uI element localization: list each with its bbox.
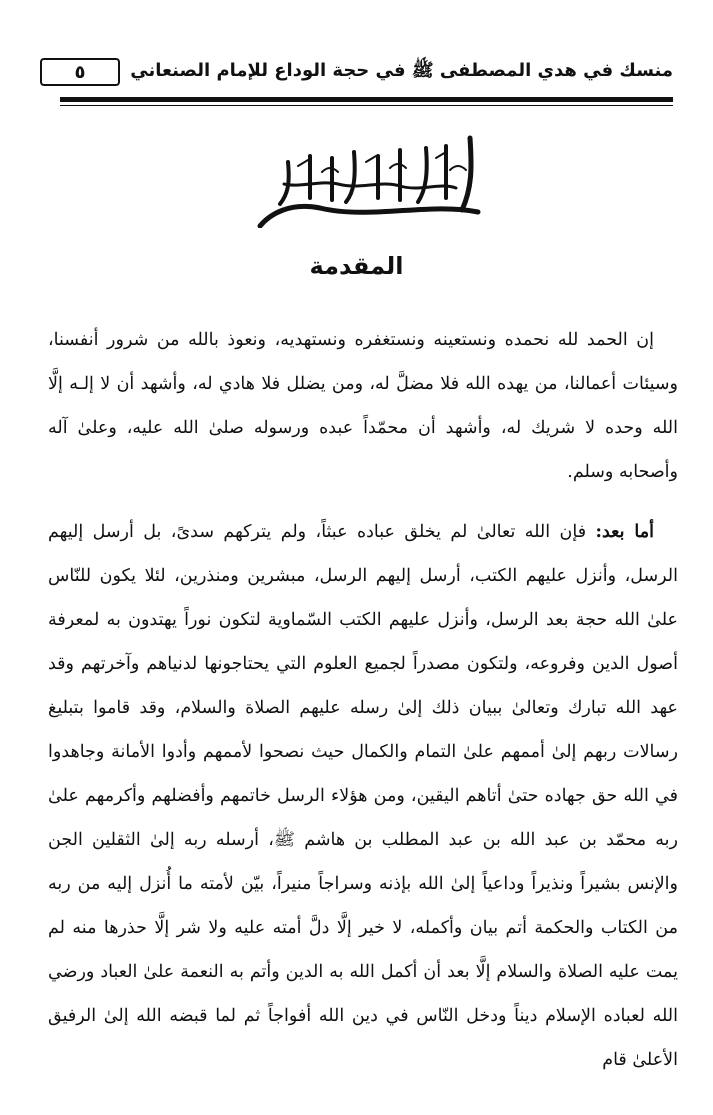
header-rule-thick <box>60 97 673 102</box>
paragraph-lead: أما بعد: <box>595 522 654 542</box>
section-title: المقدمة <box>309 252 404 280</box>
header-rule-thin <box>60 105 673 106</box>
paragraph-main <box>48 510 678 1082</box>
paragraph-main-text: فإن الله تعالىٰ لم يخلق عباده عبثاً، ولم يتركهم سدىً، بل أرسل إليهم الرسل، وأنزل عليهم الكتب، أرسل إليهم الرسل، مبشرين ومنذرين، لئلا يكون للنّاس علىٰ الله حجة بعد الرسل، وأنزل عليهم الكتب السّماوية لتكون نوراً يهتدون به لمعرفة أصول الدين وفروعه، ولتكون مصدراً لجميع العلوم التي يحتاجونها لدنياهم وآخرتهم وقد عهد الله تبارك وتعالىٰ ببيان ذلك إلىٰ رسله عليهم الصلاة والسلام، وقد قاموا بتبليغ رسالات ربهم إلىٰ أممهم علىٰ التمام والكمال حيث نصحوا لأممهم وأدوا الأمانة وجاهدوا في الله حق جهاده حتىٰ أتاهم اليقين، ومن هؤلاء الرسل خاتمهم وأفضلهم وأكرمهم علىٰ ربه محمّد بن عبد الله بن عبد المطلب بن هاشم ﷺ، أرسله ربه إلىٰ الثقلين الجن والإنس بشيراً ونذيراً وداعياً إلىٰ الله بإذنه وسراجاً منيراً، بيّن لأمته ما أُنزل إليه من ربه من الكتاب والحكمة أتم بيان وأكمله، لا خير إلَّا دلَّ أمته عليه ولا شر إلَّا حذرها منه لم يمت عليه الصلاة والسلام إلَّا بعد أن أكمل الله به الدين وأتم به النعمة علىٰ العباد ورضي الله لعباده الإسلام ديناً ودخل النّاس في دين الله أفواجاً ثم لما قبضه الله إلىٰ الرفيق الأعلىٰ قام <box>48 522 678 1070</box>
basmala-calligraphy <box>250 128 490 228</box>
page-header <box>40 54 673 90</box>
basmala-calligraphy-graphic <box>250 128 490 228</box>
paragraph-opening: إن الحمد لله نحمده ونستعينه ونستغفره ونستهديه، ونعوذ بالله من شرور أنفسنا، وسيئات أعمالنا، من يهده الله فلا مضلَّ له، ومن يضلل فلا هادي له، وأشهد أن لا إلـه إلَّا الله وحده لا شريك له، وأشهد أن محمّداً عبده ورسوله صلىٰ الله عليه، وعلىٰ آله وأصحابه وسلم. <box>48 330 678 482</box>
body-text <box>48 318 678 1098</box>
page-number: ٥ <box>74 61 86 83</box>
running-title: منسك في هدي المصطفى ﷺ في حجة الوداع للإمام الصنعاني <box>130 60 673 81</box>
page-number-box <box>40 58 120 86</box>
